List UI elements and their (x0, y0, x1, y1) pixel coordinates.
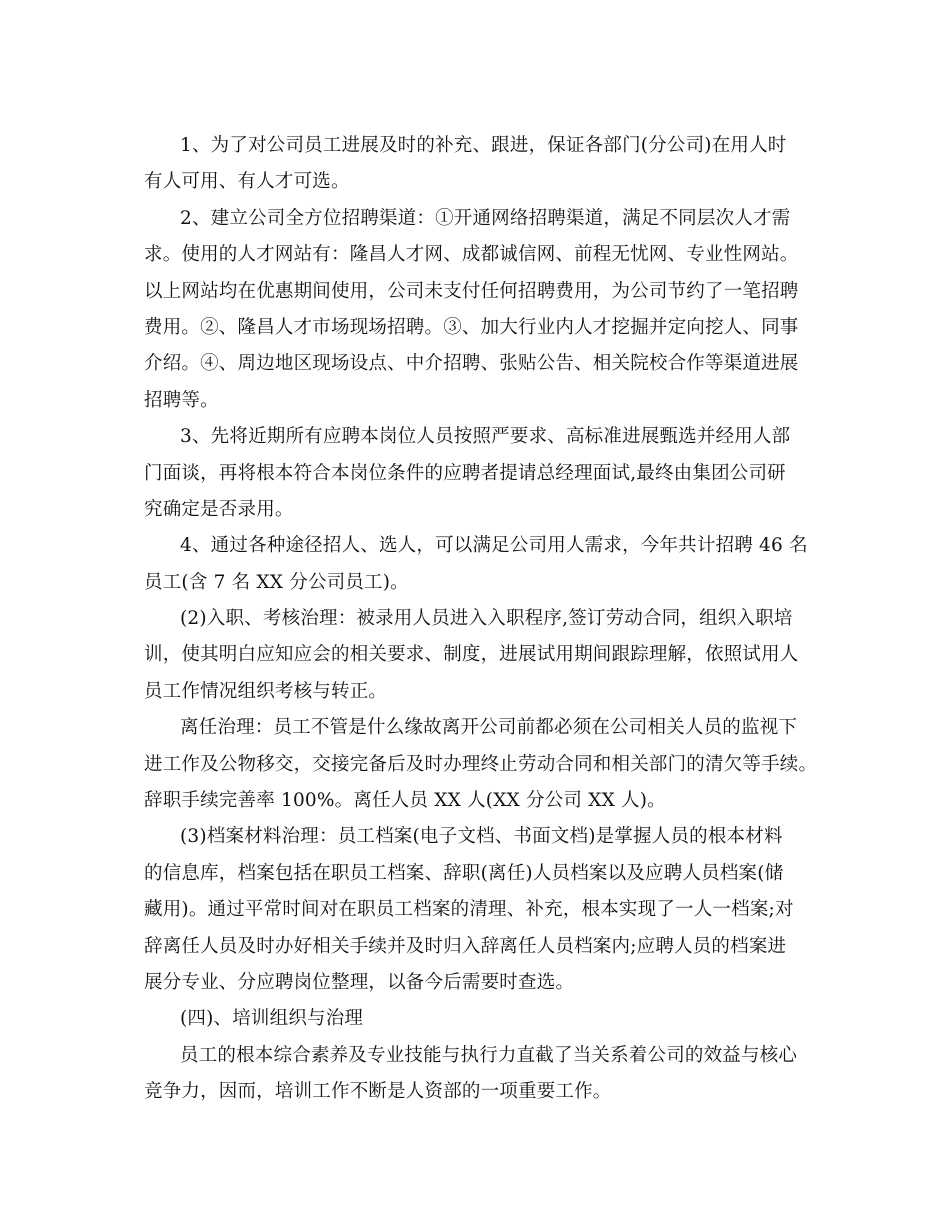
text-line: (四)、培训组织与治理 (180, 1008, 364, 1030)
text-line: 辞职手续完善率 100%。离任人员 XX 人(XX 分公司 XX 人)。 (144, 790, 666, 812)
text-line: 求。使用的人才网站有：隆昌人才网、成都诚信网、前程无忧网、专业性网站。 (144, 244, 799, 266)
document-body (144, 128, 824, 1111)
text-line: 竞争力，因而，培训工作不断是人资部的一项重要工作。 (144, 1081, 612, 1103)
text-line: 招聘等。 (144, 389, 219, 411)
text-line: 进工作及公物移交，交接完备后及时办理终止劳动合同和相关部门的清欠等手续。 (144, 753, 818, 775)
text-line: 的信息库，档案包括在职员工档案、辞职(离任)人员档案以及应聘人员档案(储 (144, 862, 784, 884)
text-line: 离任治理：员工不管是什么缘故离开公司前都必须在公司相关人员的监视下 (180, 717, 798, 739)
text-line: 训，使其明白应知应会的相关要求、制度，进展试用期间跟踪理解，依照试用人 (144, 644, 799, 666)
text-line: 辞离任人员及时办好相关手续并及时归入辞离任人员档案内;应聘人员的档案进 (144, 935, 787, 957)
text-line: 3、先将近期所有应聘本岗位人员按照严要求、高标准进展甄选并经用人部 (180, 426, 791, 448)
text-line: 员工的根本综合素养及专业技能与执行力直截了当关系着公司的效益与核心 (180, 1044, 798, 1066)
text-line: 介绍。④、周边地区现场设点、中介招聘、张贴公告、相关院校合作等渠道进展 (144, 353, 799, 375)
text-line: 展分专业、分应聘岗位整理，以备今后需要时查选。 (144, 971, 575, 993)
text-line: 员工(含 7 名 XX 分公司员工)。 (144, 571, 409, 593)
text-line: 以上网站均在优惠期间使用，公司未支付任何招聘费用，为公司节约了一笔招聘 (144, 280, 799, 302)
text-line: 员工作情况组织考核与转正。 (144, 680, 388, 702)
text-line: 4、通过各种途径招人、选人，可以满足公司用人需求，今年共计招聘 46 名 (180, 535, 808, 557)
text-line: 有人可用、有人才可选。 (144, 171, 350, 193)
text-line: 费用。②、隆昌人才市场现场招聘。③、加大行业内人才挖掘并定向挖人、同事 (144, 316, 799, 338)
text-line: 1、为了对公司员工进展及时的补充、跟进，保证各部门(分公司)在用人时 (180, 135, 787, 156)
text-line: 门面谈，再将根本符合本岗位条件的应聘者提请总经理面试,最终由集团公司研 (144, 462, 786, 484)
text-line: (3)档案材料治理：员工档案(电子文档、书面文档)是掌握人员的根本材料 (180, 826, 783, 848)
text-line: 藏用)。通过平常时间对在职员工档案的清理、补充，根本实现了一人一档案;对 (144, 899, 794, 921)
text-line: 究确定是否录用。 (144, 498, 294, 520)
text-line: (2)入职、考核治理：被录用人员进入入职程序,签订劳动合同，组织入职培 (180, 608, 793, 630)
text-line: 2、建立公司全方位招聘渠道：①开通网络招聘渠道，满足不同层次人才需 (180, 207, 791, 229)
